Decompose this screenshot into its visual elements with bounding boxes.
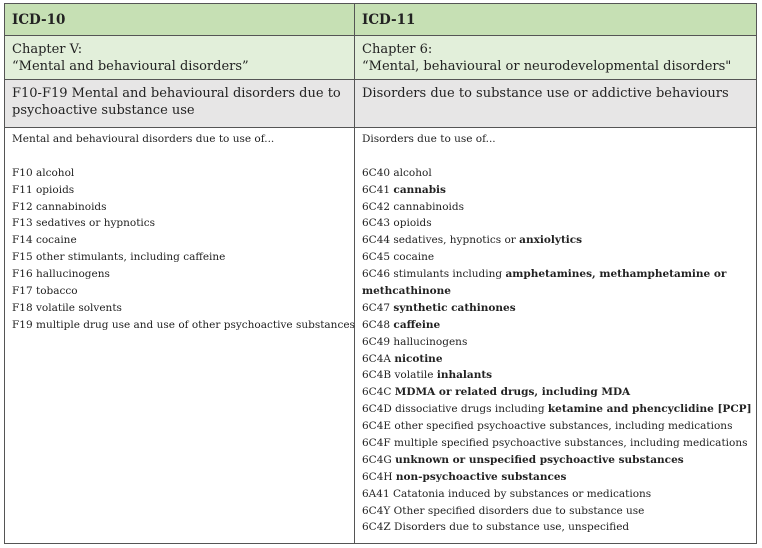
- icd11-label-emphasis: amphetamines, methamphetamine or: [505, 268, 727, 281]
- icd11-code-item: [362, 418, 756, 435]
- icd11-label-emphasis: synthetic cathinones: [393, 301, 516, 314]
- header-row: [5, 4, 756, 36]
- group-icd10-line2: psychoactive substance use: [12, 103, 195, 118]
- icd11-code-item: [362, 452, 756, 469]
- icd11-code-item: [362, 334, 756, 351]
- icd11-code: 6C48: [362, 318, 391, 331]
- icd-comparison-table: [4, 3, 757, 544]
- icd11-label: dissociative drugs including: [395, 403, 545, 416]
- codes-row: [5, 128, 756, 543]
- icd10-codes: [5, 128, 355, 543]
- icd10-code-item: F15 other stimulants, including caffeine: [12, 251, 226, 264]
- icd11-code: 6C46: [362, 268, 391, 281]
- icd11-code-item: [362, 317, 756, 334]
- icd11-code: 6C4Z: [362, 521, 391, 534]
- icd11-code: 6A41: [362, 487, 390, 500]
- icd10-code-item: F18 volatile solvents: [12, 301, 122, 314]
- chapter-icd11-title: “Mental, behavioural or neurodevelopmental disorders": [362, 59, 732, 74]
- icd11-label-emphasis: caffeine: [393, 318, 441, 331]
- icd11-code-item: [362, 300, 756, 317]
- icd11-code: 6C4Y: [362, 504, 391, 517]
- group-row: [5, 80, 756, 128]
- icd10-code-item: F16 hallucinogens: [12, 268, 110, 281]
- icd11-label-emphasis: nicotine: [394, 352, 443, 365]
- icd11-intro: Disorders due to use of...: [362, 133, 496, 145]
- icd11-code-item: [362, 215, 756, 232]
- icd11-label: Other specified disorders due to substance use: [393, 504, 645, 517]
- icd10-code-item: F13 sedatives or hypnotics: [12, 217, 156, 230]
- icd11-code: 6C42: [362, 200, 391, 213]
- icd11-code-item: [362, 401, 756, 418]
- icd10-code-item: F17 tobacco: [12, 285, 78, 298]
- icd11-code-item: [362, 232, 756, 249]
- icd11-label-emphasis: non-psychoactive substances: [395, 470, 567, 483]
- icd11-code: 6C44: [362, 234, 391, 247]
- icd11-label: alcohol: [393, 166, 432, 179]
- icd11-label: Catatonia induced by substances or medications: [392, 487, 652, 500]
- icd11-label-emphasis: MDMA or related drugs, including MDA: [394, 386, 631, 399]
- icd11-code-item: [362, 182, 756, 199]
- icd11-code: 6C47: [362, 301, 391, 314]
- icd11-label-emphasis: unknown or unspecified psychoactive substances: [395, 453, 684, 466]
- icd11-label-emphasis: anxiolytics: [519, 234, 583, 247]
- icd11-label: cannabinoids: [393, 200, 464, 213]
- icd11-code: 6C43: [362, 217, 391, 230]
- icd11-code-item: [362, 367, 756, 384]
- icd11-code: 6C4F: [362, 437, 391, 450]
- icd11-code: 6C4G: [362, 453, 392, 466]
- icd11-label: sedatives, hypnotics or: [393, 234, 516, 247]
- icd11-label: Disorders due to substance use, unspecified: [394, 521, 630, 534]
- header-icd11: ICD-11: [362, 12, 416, 28]
- chapter-icd10-number: Chapter V:: [12, 42, 83, 57]
- icd11-label: multiple specified psychoactive substances, including medications: [394, 437, 748, 450]
- chapter-icd10-title: “Mental and behavioural disorders”: [12, 59, 249, 74]
- icd11-code-item: [362, 283, 756, 300]
- icd10-code-item: F12 cannabinoids: [12, 200, 107, 213]
- chapter-icd11-number: Chapter 6:: [362, 42, 433, 57]
- icd10-code-item: F10 alcohol: [12, 166, 75, 179]
- icd10-code-item: F19 multiple drug use and use of other psychoactive substances: [12, 318, 355, 331]
- icd11-code: 6C4B: [362, 369, 392, 382]
- spacer: [12, 148, 354, 165]
- icd11-label-emphasis: inhalants: [436, 369, 493, 382]
- icd11-code-item: [362, 165, 756, 182]
- icd11-code: 6C4E: [362, 420, 392, 433]
- icd11-label-emphasis: cannabis: [393, 183, 446, 196]
- icd11-code-item: [362, 384, 756, 401]
- icd10-intro: Mental and behavioural disorders due to use of...: [12, 133, 275, 145]
- icd10-code-item: F11 opioids: [12, 183, 75, 196]
- icd11-code-list: [362, 165, 756, 537]
- group-icd10-line1: F10-F19 Mental and behavioural disorders due to: [12, 86, 341, 101]
- icd11-code: 6C4H: [362, 470, 393, 483]
- icd11-code: 6C4D: [362, 403, 392, 416]
- icd11-code-item: [362, 266, 756, 283]
- icd11-code: 6C4C: [362, 386, 392, 399]
- icd11-code-item: [362, 199, 756, 216]
- icd11-label: hallucinogens: [393, 335, 468, 348]
- icd11-code-item: [362, 435, 756, 452]
- icd11-code: 6C4A: [362, 352, 391, 365]
- icd11-label-emphasis: ketamine and phencyclidine [PCP]: [547, 403, 752, 416]
- chapter-icd10: [5, 36, 355, 79]
- icd11-code: 6C41: [362, 183, 391, 196]
- group-icd11: Disorders due to substance use or addictive behaviours: [362, 86, 729, 101]
- icd11-label: cocaine: [393, 251, 435, 264]
- icd11-code-item: [362, 351, 756, 368]
- icd11-code-item: [362, 503, 756, 520]
- chapter-row: [5, 36, 756, 80]
- icd11-label: opioids: [393, 217, 432, 230]
- icd11-codes: [355, 128, 756, 543]
- icd10-code-item: F14 cocaine: [12, 234, 77, 247]
- icd11-label-emphasis: methcathinone: [362, 285, 451, 298]
- icd11-label: stimulants including: [393, 268, 503, 281]
- icd11-code: 6C40: [362, 166, 391, 179]
- icd11-code: 6C49: [362, 335, 391, 348]
- icd11-code-item: [362, 249, 756, 266]
- icd11-label: volatile: [394, 369, 434, 382]
- icd11-code-item: [362, 486, 756, 503]
- header-icd10: ICD-10: [5, 4, 355, 35]
- group-icd10: [5, 80, 355, 127]
- icd11-code: 6C45: [362, 251, 391, 264]
- icd11-label: other specified psychoactive substances, including medications: [394, 420, 733, 433]
- spacer: [362, 148, 756, 165]
- icd11-code-item: [362, 469, 756, 486]
- chapter-icd11: [355, 36, 756, 79]
- icd11-code-item: [362, 519, 756, 536]
- icd10-code-list: [12, 165, 354, 334]
